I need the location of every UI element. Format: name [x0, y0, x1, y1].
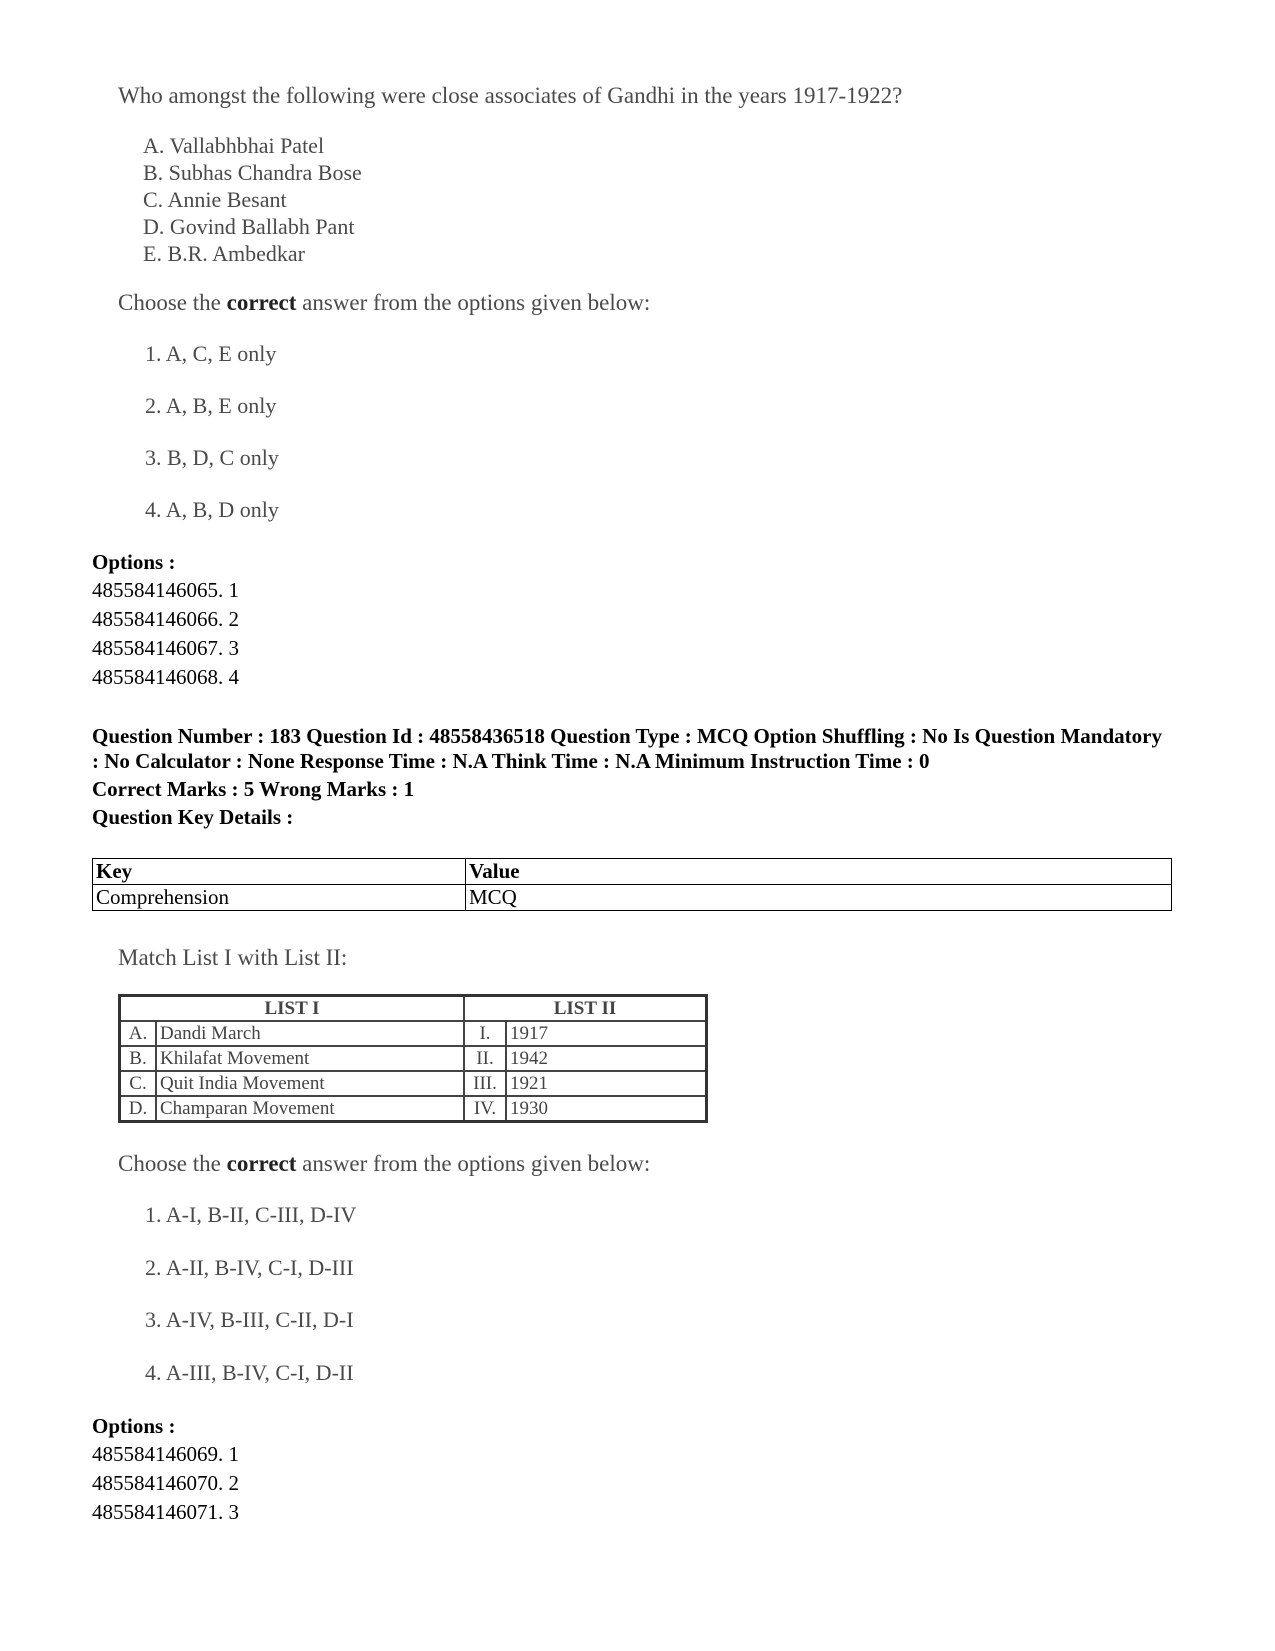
table-row: [120, 1021, 707, 1046]
table-row: [120, 1096, 707, 1122]
meta-line: : No Calculator : None Response Time : N.A Think Time : N.A Minimum Instruction Time : 0: [92, 749, 930, 773]
list2-item: 1930: [506, 1096, 707, 1122]
match-list-table: [118, 994, 708, 1123]
q1-choice-1: 1. A, C, E only: [145, 341, 277, 366]
list1-letter: C.: [120, 1071, 157, 1096]
option-item: 485584146065. 1: [92, 578, 239, 602]
q2-question-text: Match List I with List II:: [118, 945, 348, 970]
q2-choice-3: 3. A-IV, B-III, C-II, D-I: [145, 1307, 354, 1332]
meta-line: Question Number : 183 Question Id : 48558436518 Question Type : MCQ Option Shuffling : No Is Question Mandatory: [92, 724, 1162, 748]
choose-suffix: answer from the options given below:: [302, 290, 651, 315]
value-cell: MCQ: [466, 885, 1172, 911]
option-item: 485584146069. 1: [92, 1442, 239, 1466]
q1-question-text: Who amongst the following were close associates of Gandhi in the years 1917-1922?: [118, 83, 903, 108]
list2-item: 1942: [506, 1046, 707, 1071]
q1-choice-2: 2. A, B, E only: [145, 393, 277, 418]
statement-item: E. B.R. Ambedkar: [143, 241, 305, 266]
q2-meta: [92, 724, 1262, 830]
choose-prefix: Choose the: [118, 290, 221, 315]
q2-options-title: Options :: [92, 1414, 176, 1438]
option-item: 485584146066. 2: [92, 607, 239, 631]
q1-statements: [143, 132, 362, 267]
list2-numeral: II.: [464, 1046, 506, 1071]
list1-item: Champaran Movement: [156, 1096, 464, 1122]
option-item: 485584146070. 2: [92, 1471, 239, 1495]
q1-choice-3: 3. B, D, C only: [145, 445, 279, 470]
list2-numeral: III.: [464, 1071, 506, 1096]
value-header: Value: [466, 859, 1172, 885]
list1-item: Quit India Movement: [156, 1071, 464, 1096]
q2-choice-1: 1. A-I, B-II, C-III, D-IV: [145, 1202, 357, 1227]
key-header: Key: [93, 859, 466, 885]
option-item: 485584146067. 3: [92, 636, 239, 660]
q2-choose-instruction: [118, 1151, 650, 1177]
statement-item: C. Annie Besant: [143, 187, 287, 212]
list1-header: LIST I: [120, 996, 465, 1022]
choose-suffix: answer from the options given below:: [302, 1151, 651, 1176]
table-row: [120, 1071, 707, 1096]
q1-options-title: Options :: [92, 550, 176, 574]
option-item: 485584146068. 4: [92, 665, 239, 689]
q1-choice-4: 4. A, B, D only: [145, 497, 279, 522]
statement-item: B. Subhas Chandra Bose: [143, 160, 362, 185]
q2-choice-2: 2. A-II, B-IV, C-I, D-III: [145, 1255, 354, 1280]
choose-prefix: Choose the: [118, 1151, 221, 1176]
question-key-table: [92, 858, 1172, 911]
q1-choose-instruction: [118, 290, 650, 316]
key-details-title: Question Key Details :: [92, 805, 294, 829]
marks-line: Correct Marks : 5 Wrong Marks : 1: [92, 777, 415, 801]
key-cell: Comprehension: [93, 885, 466, 911]
q2-choice-4: 4. A-III, B-IV, C-I, D-II: [145, 1360, 354, 1385]
list1-letter: A.: [120, 1021, 157, 1046]
list1-letter: D.: [120, 1096, 157, 1122]
list2-header: LIST II: [464, 996, 707, 1022]
list1-item: Dandi March: [156, 1021, 464, 1046]
list1-letter: B.: [120, 1046, 157, 1071]
choose-bold: correct: [226, 1151, 297, 1176]
list2-numeral: I.: [464, 1021, 506, 1046]
list2-item: 1917: [506, 1021, 707, 1046]
choose-bold: correct: [226, 290, 297, 315]
table-row: [120, 1046, 707, 1071]
list2-numeral: IV.: [464, 1096, 506, 1122]
q1-options-list: [92, 576, 239, 692]
list2-item: 1921: [506, 1071, 707, 1096]
statement-item: D. Govind Ballabh Pant: [143, 214, 355, 239]
q2-options-list: [92, 1440, 239, 1527]
statement-item: A. Vallabhbhai Patel: [143, 133, 325, 158]
option-item: 485584146071. 3: [92, 1500, 239, 1524]
list1-item: Khilafat Movement: [156, 1046, 464, 1071]
